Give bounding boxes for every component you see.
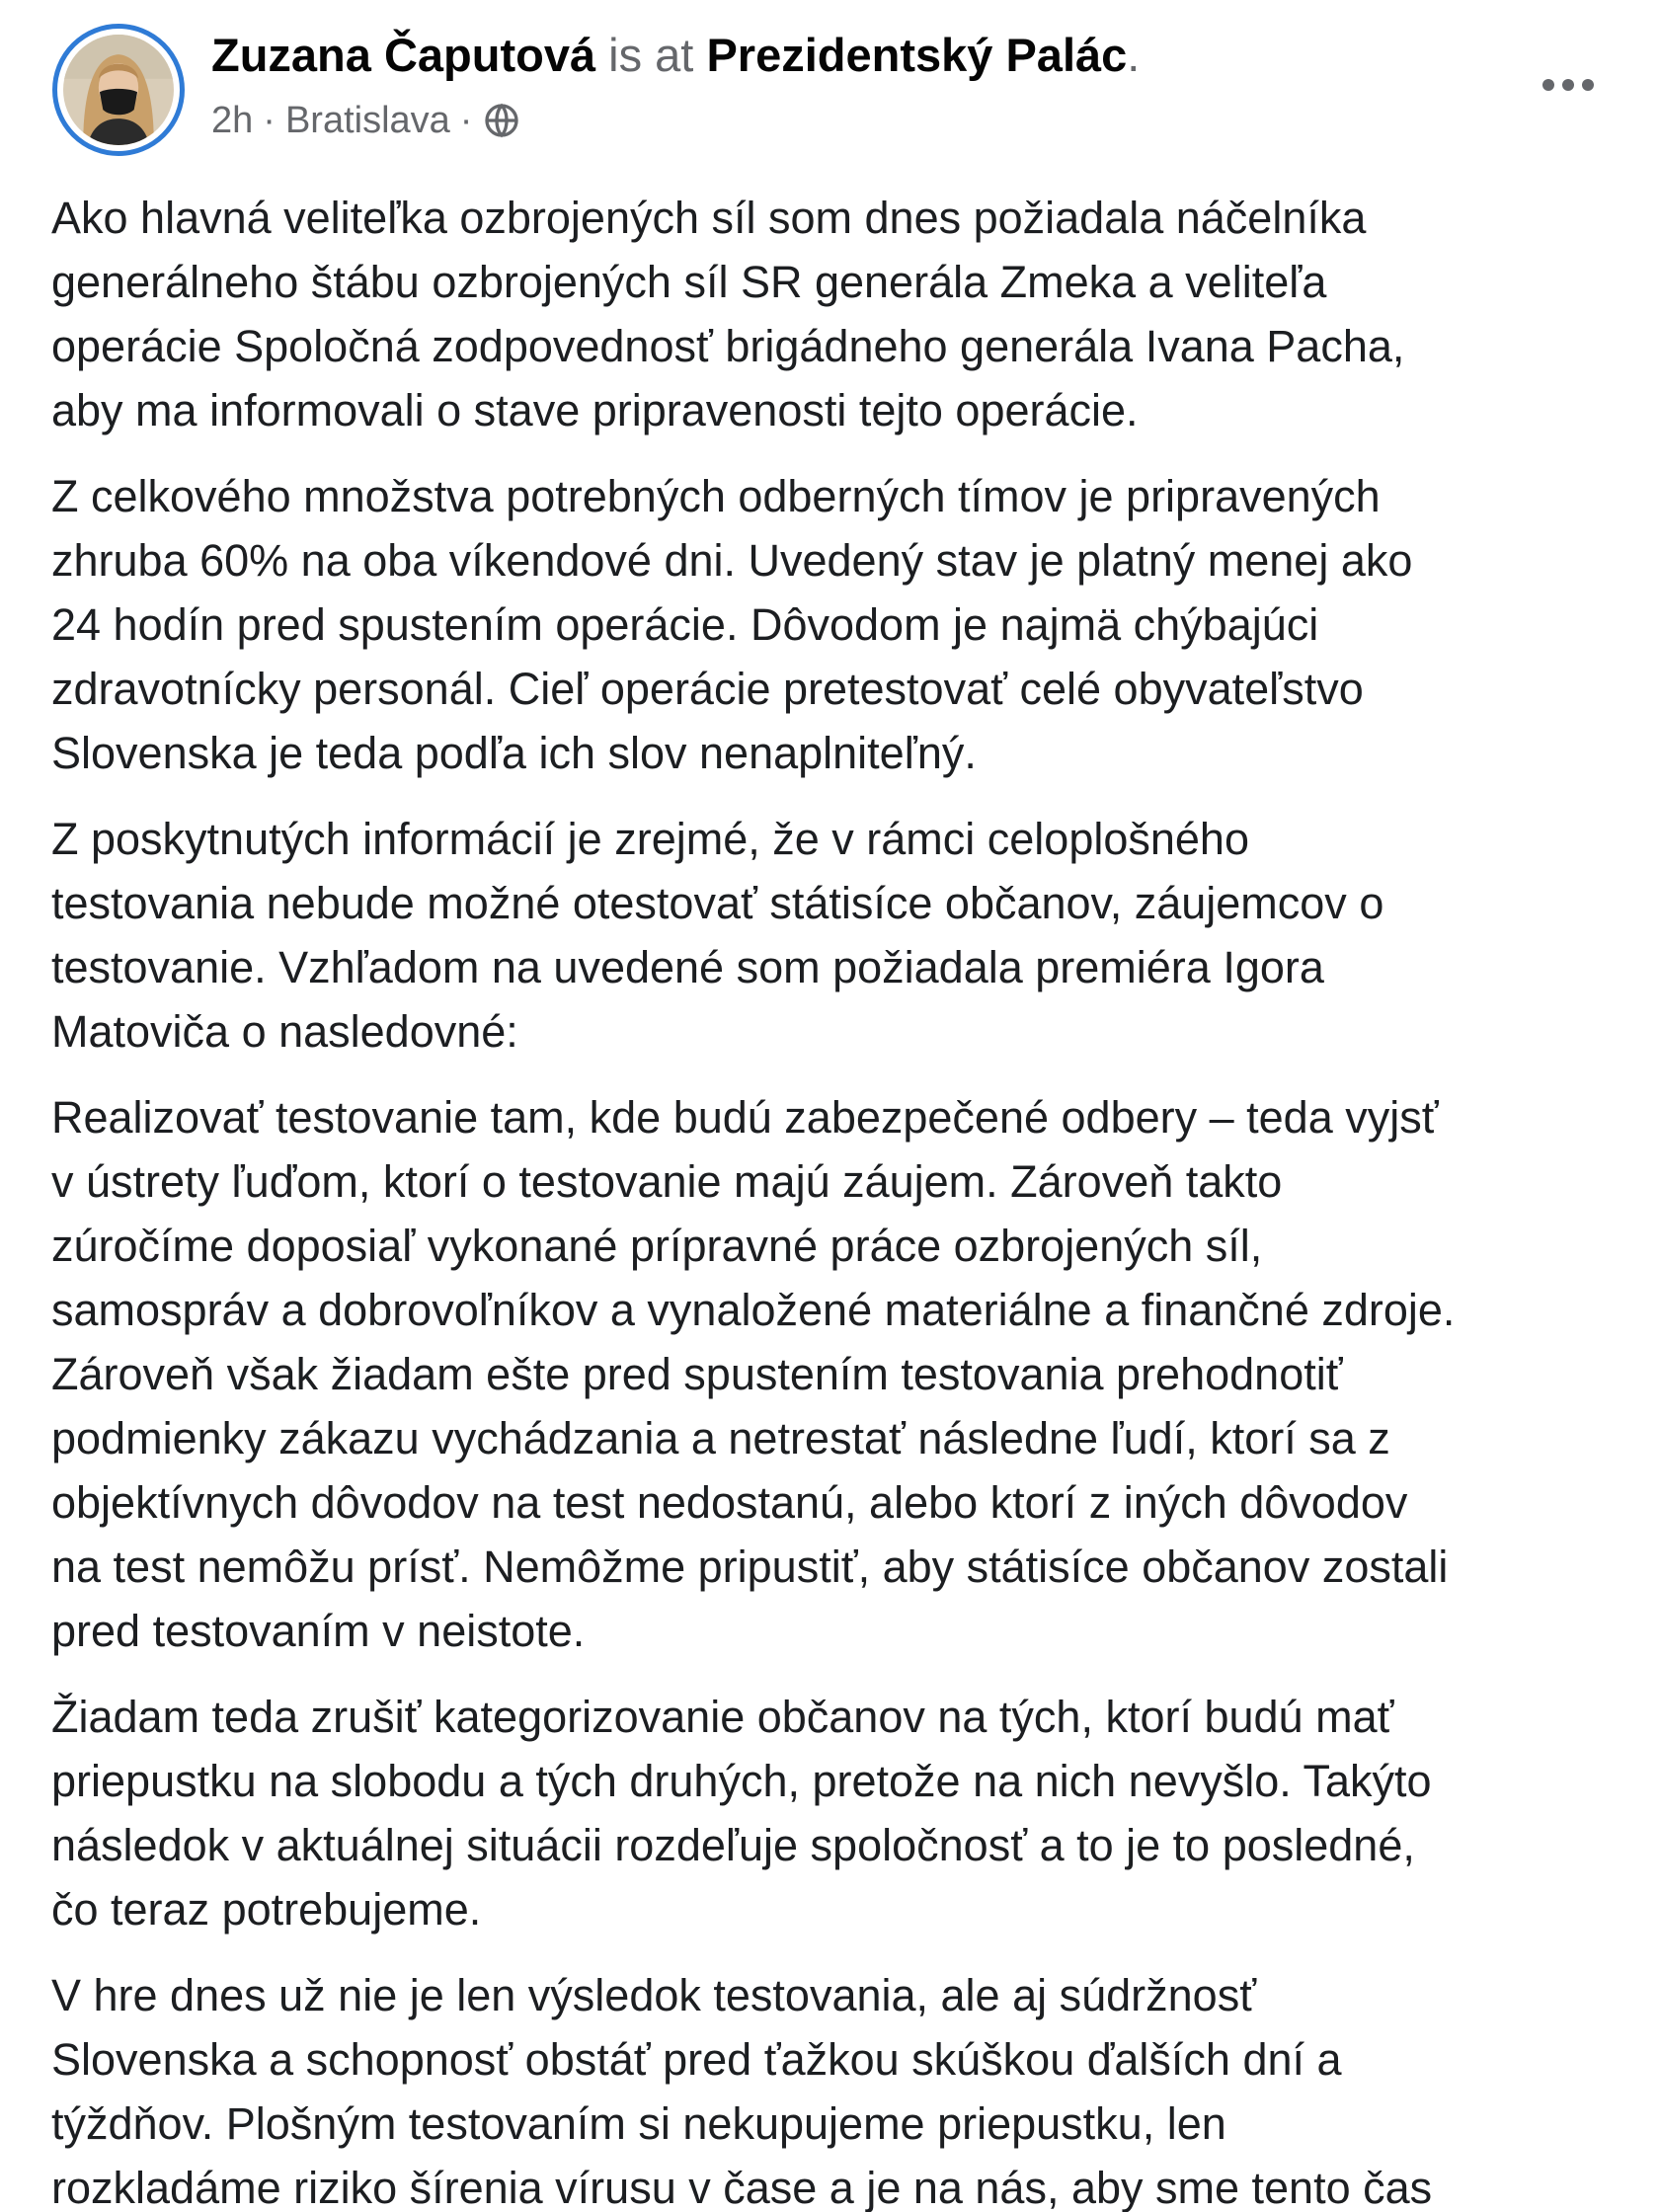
checkin-connector: is at [608,29,694,81]
post-meta [211,93,521,148]
post-timestamp-link[interactable]: 2h [211,100,254,141]
post-header [0,0,1659,168]
post-paragraph: V hre dnes už nie je len výsledok testovania, ale aj súdržnosť Slovenska a schopnosť obstáť pred ťažkou skúškou ďalších dní a týždňov. Plošným testovaním si nekupujeme priepustku, len rozkladáme riziko šírenia vírusu v čase a je na nás, aby sme tento čas [51,1970,1433,2212]
post-paragraph: Realizovať testovanie tam, kde budú zabezpečené odbery – teda vyjsť v ústrety ľuďom, ktorí o testovanie majú záujem. Zároveň takto zúročíme doposiaľ vykonané prípravné práce ozbrojených síl, samospráv a dobrovoľníkov a vynaložené materiálne a finančné zdroje. Zároveň však žiadam ešte pred spustením testovania prehodnotiť podmienky zákazu vychádzania a netrestať následne ľudí, ktorí sa z objektívnych dôvodov na test nedostanú, alebo ktorí z iných dôvodov na test nemôžu prísť. Nemôžme pripustiť, aby státisíce občanov zostali pred testovaním v neistote. [51,1092,1456,1656]
author-name-link[interactable]: Zuzana Čaputová [211,29,596,81]
place-name-link[interactable]: Prezidentský Palác [706,29,1128,81]
post-paragraph: Ako hlavná veliteľka ozbrojených síl som dnes požiadala náčelníka generálneho štábu ozbrojených síl SR generála Zmeka a veliteľa operácie Spoločná zodpovednosť brigádneho generála Ivana Pacha, aby ma informovali o stave pripravenosti tejto operácie. [51,193,1405,435]
author-avatar[interactable] [52,24,185,156]
more-options-icon [1539,75,1598,95]
place-suffix: . [1127,29,1141,81]
more-options-button[interactable] [1529,53,1608,117]
avatar-photo [63,35,174,145]
meta-separator: · [263,100,276,141]
post-paragraph: Z poskytnutých informácií je zrejmé, že v rámci celoplošného testovania nebude možné otestovať státisíce občanov, záujemcov o testovanie. Vzhľadom na uvedené som požiadala premiéra Igora Matoviča o nasledovné: [51,814,1384,1057]
post-paragraph: Z celkového množstva potrebných odberných tímov je pripravených zhruba 60% na oba víkendové dni. Uvedený stav je platný menej ako 24 hodín pred spustením operácie. Dôvodom je najmä chýbajúci zdravotnícky personál. Cieľ operácie pretestovať celé obyvateľstvo Slovenska je teda podľa ich slov nenaplniteľný. [51,471,1413,778]
post-paragraph: Žiadam teda zrušiť kategorizovanie občanov na tých, ktorí budú mať priepustku na slobodu a tých druhých, pretože na nich nevyšlo. Takýto následok v aktuálnej situácii rozdeľuje spoločnosť a to je to posledné, čo teraz potrebujeme. [51,1692,1432,1935]
meta-separator: · [459,100,473,141]
globe-icon[interactable] [482,101,521,140]
author-line [211,22,1140,89]
post-location: Bratislava [284,100,450,141]
post-body [51,186,1641,2212]
